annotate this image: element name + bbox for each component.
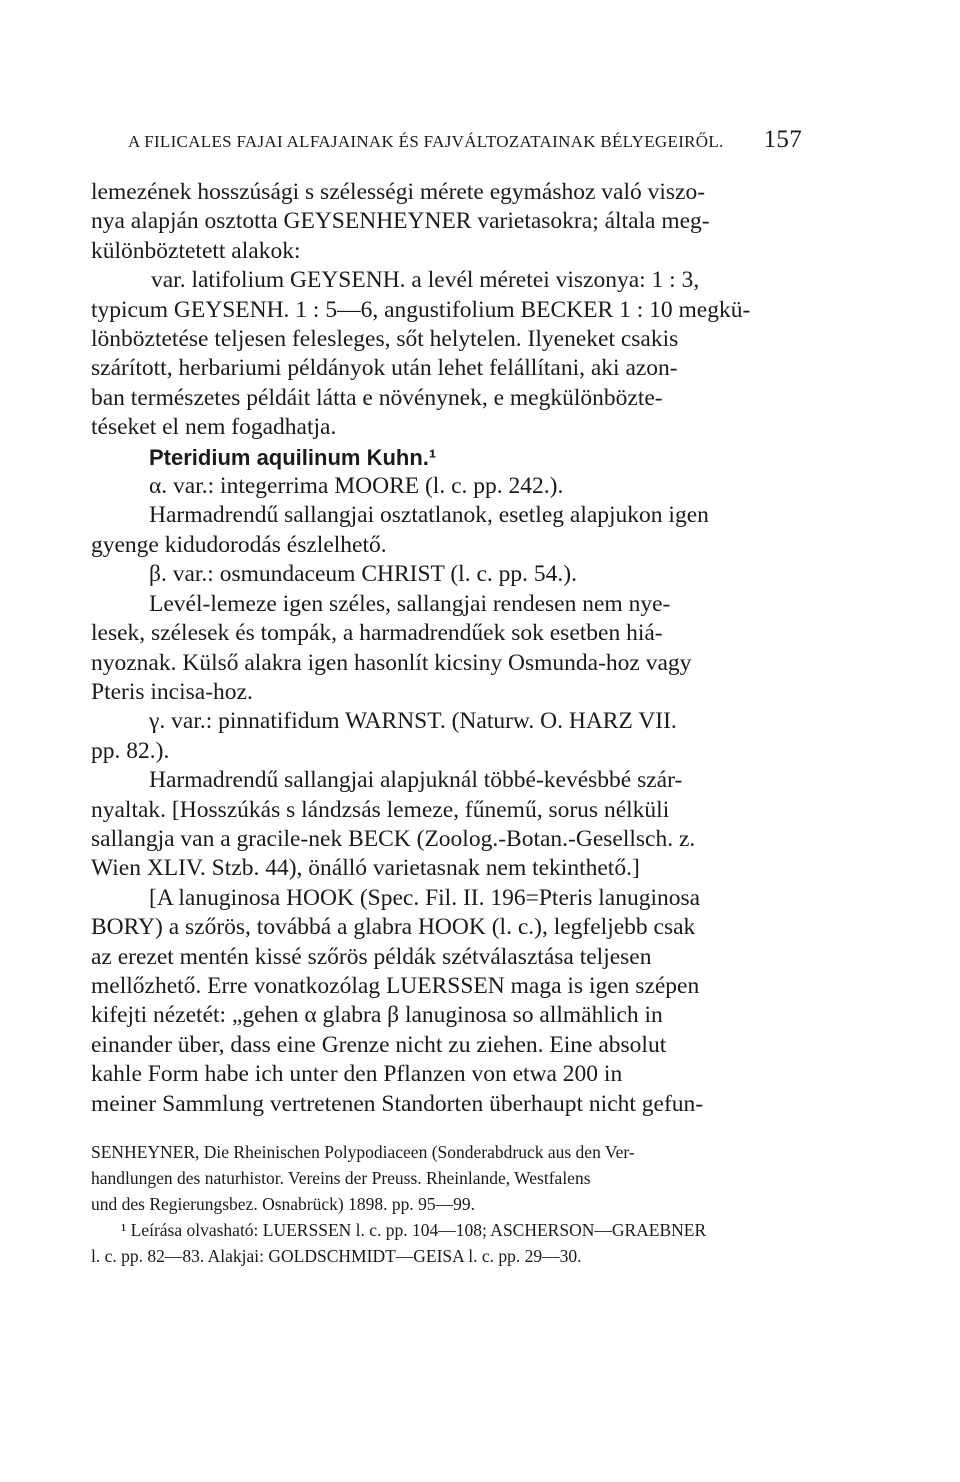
text-line: kifejti nézetét: „gehen α glabra β lanuginosa so allmählich in — [91, 1002, 663, 1029]
text-line: szárított, herbariumi példányok után lehet felállítani, aki azon- — [91, 355, 678, 382]
text-line: Harmadrendű sallangjai osztatlanok, esetleg alapjukon igen — [149, 502, 709, 529]
text-line: meiner Sammlung vertretenen Standorten überhaupt nicht gefun- — [91, 1090, 704, 1117]
text-line: mellőzhető. Erre vonatkozólag LUERSSEN maga is igen szépen — [91, 972, 700, 999]
text-line: nyoznak. Külső alakra igen hasonlít kicsiny Osmunda-hoz vagy — [91, 649, 692, 676]
running-title: A FILICALES FAJAI ALFAJAINAK ÉS FAJVÁLTOZATAINAK BÉLYEGEIRŐL. — [128, 132, 724, 151]
text-line: téseket el nem fogadhatja. — [91, 414, 337, 441]
text-line: var. latifolium GEYSENH. a levél méretei viszonya: 1 : 3, — [151, 267, 700, 294]
page-header — [128, 126, 802, 154]
text-line: ban természetes példáit látta e növénynek, e megkülönbözte- — [91, 384, 663, 411]
text-line: Levél-lemeze igen széles, sallangjai rendesen nem nye- — [149, 590, 671, 617]
text-line: BORY) a szőrös, továbbá a glabra HOOK (l. c.), legfeljebb csak — [91, 914, 696, 941]
footnote-line: und des Regierungsbez. Osnabrück) 1898. pp. 95—99. — [91, 1194, 475, 1214]
page-number: 157 — [763, 126, 802, 153]
text-line: az erezet mentén kissé szőrös példák szétválasztása teljesen — [91, 943, 652, 970]
variety-gamma: γ. var.: pinnatifidum WARNST. (Naturw. O. HARZ VII. — [149, 708, 677, 735]
footnote-line: handlungen des naturhistor. Vereins der Preuss. Rheinlande, Westfalens — [91, 1168, 591, 1188]
main-text — [91, 178, 802, 1269]
text-line: pp. 82.). — [91, 737, 170, 764]
text-line: Harmadrendű sallangjai alapjuknál többé-kevésbbé szár- — [149, 767, 683, 794]
text-line: Pteris incisa-hoz. — [91, 678, 253, 705]
text-line: einander über, dass eine Grenze nicht zu ziehen. Eine absolut — [91, 1031, 667, 1058]
text-line: lesek, szélesek és tompák, a harmadrendűek sok esetben hiá- — [91, 620, 663, 647]
text-line: kahle Form habe ich unter den Pflanzen von etwa 200 in — [91, 1061, 623, 1088]
text-line: nya alapján osztotta GEYSENHEYNER varietasokra; általa meg- — [91, 208, 710, 235]
variety-alpha: α. var.: integerrima MOORE (l. c. pp. 242.). — [149, 473, 564, 500]
text-line: Wien XLIV. Stzb. 44), önálló varietasnak nem tekinthető.] — [91, 855, 640, 882]
text-line: lönböztetése teljesen felesleges, sőt helytelen. Ilyeneket csakis — [91, 326, 679, 353]
text-line: sallangja van a gracile-nek BECK (Zoolog.-Botan.-Gesellsch. z. — [91, 825, 696, 852]
footnote-1: ¹ Leírása olvasható: LUERSSEN l. c. pp. 104—108; ASCHERSON—GRAEBNER — [121, 1220, 707, 1240]
species-heading: Pteridium aquilinum Kuhn.¹ — [149, 444, 437, 470]
text-line: [A lanuginosa HOOK (Spec. Fil. II. 196=Pteris lanuginosa — [149, 884, 701, 911]
footnote-line: SENHEYNER, Die Rheinischen Polypodiaceen (Sonderabdruck aus den Ver- — [91, 1142, 635, 1162]
variety-beta: β. var.: osmundaceum CHRIST (l. c. pp. 54.). — [149, 561, 577, 588]
text-line: lemezének hosszúsági s szélességi mérete egymáshoz való viszo- — [91, 179, 706, 205]
footnotes — [91, 1139, 802, 1269]
text-line: typicum GEYSENH. 1 : 5—6, angustifolium BECKER 1 : 10 megkü- — [91, 296, 751, 323]
text-line: különböztetett alakok: — [91, 237, 301, 264]
footnote-line: l. c. pp. 82—83. Alakjai: GOLDSCHMIDT—GEISA l. c. pp. 29—30. — [91, 1246, 582, 1266]
text-line: gyenge kidudorodás észlelhető. — [91, 531, 387, 558]
text-line: nyaltak. [Hosszúkás s lándzsás lemeze, fűnemű, sorus nélküli — [91, 796, 670, 823]
